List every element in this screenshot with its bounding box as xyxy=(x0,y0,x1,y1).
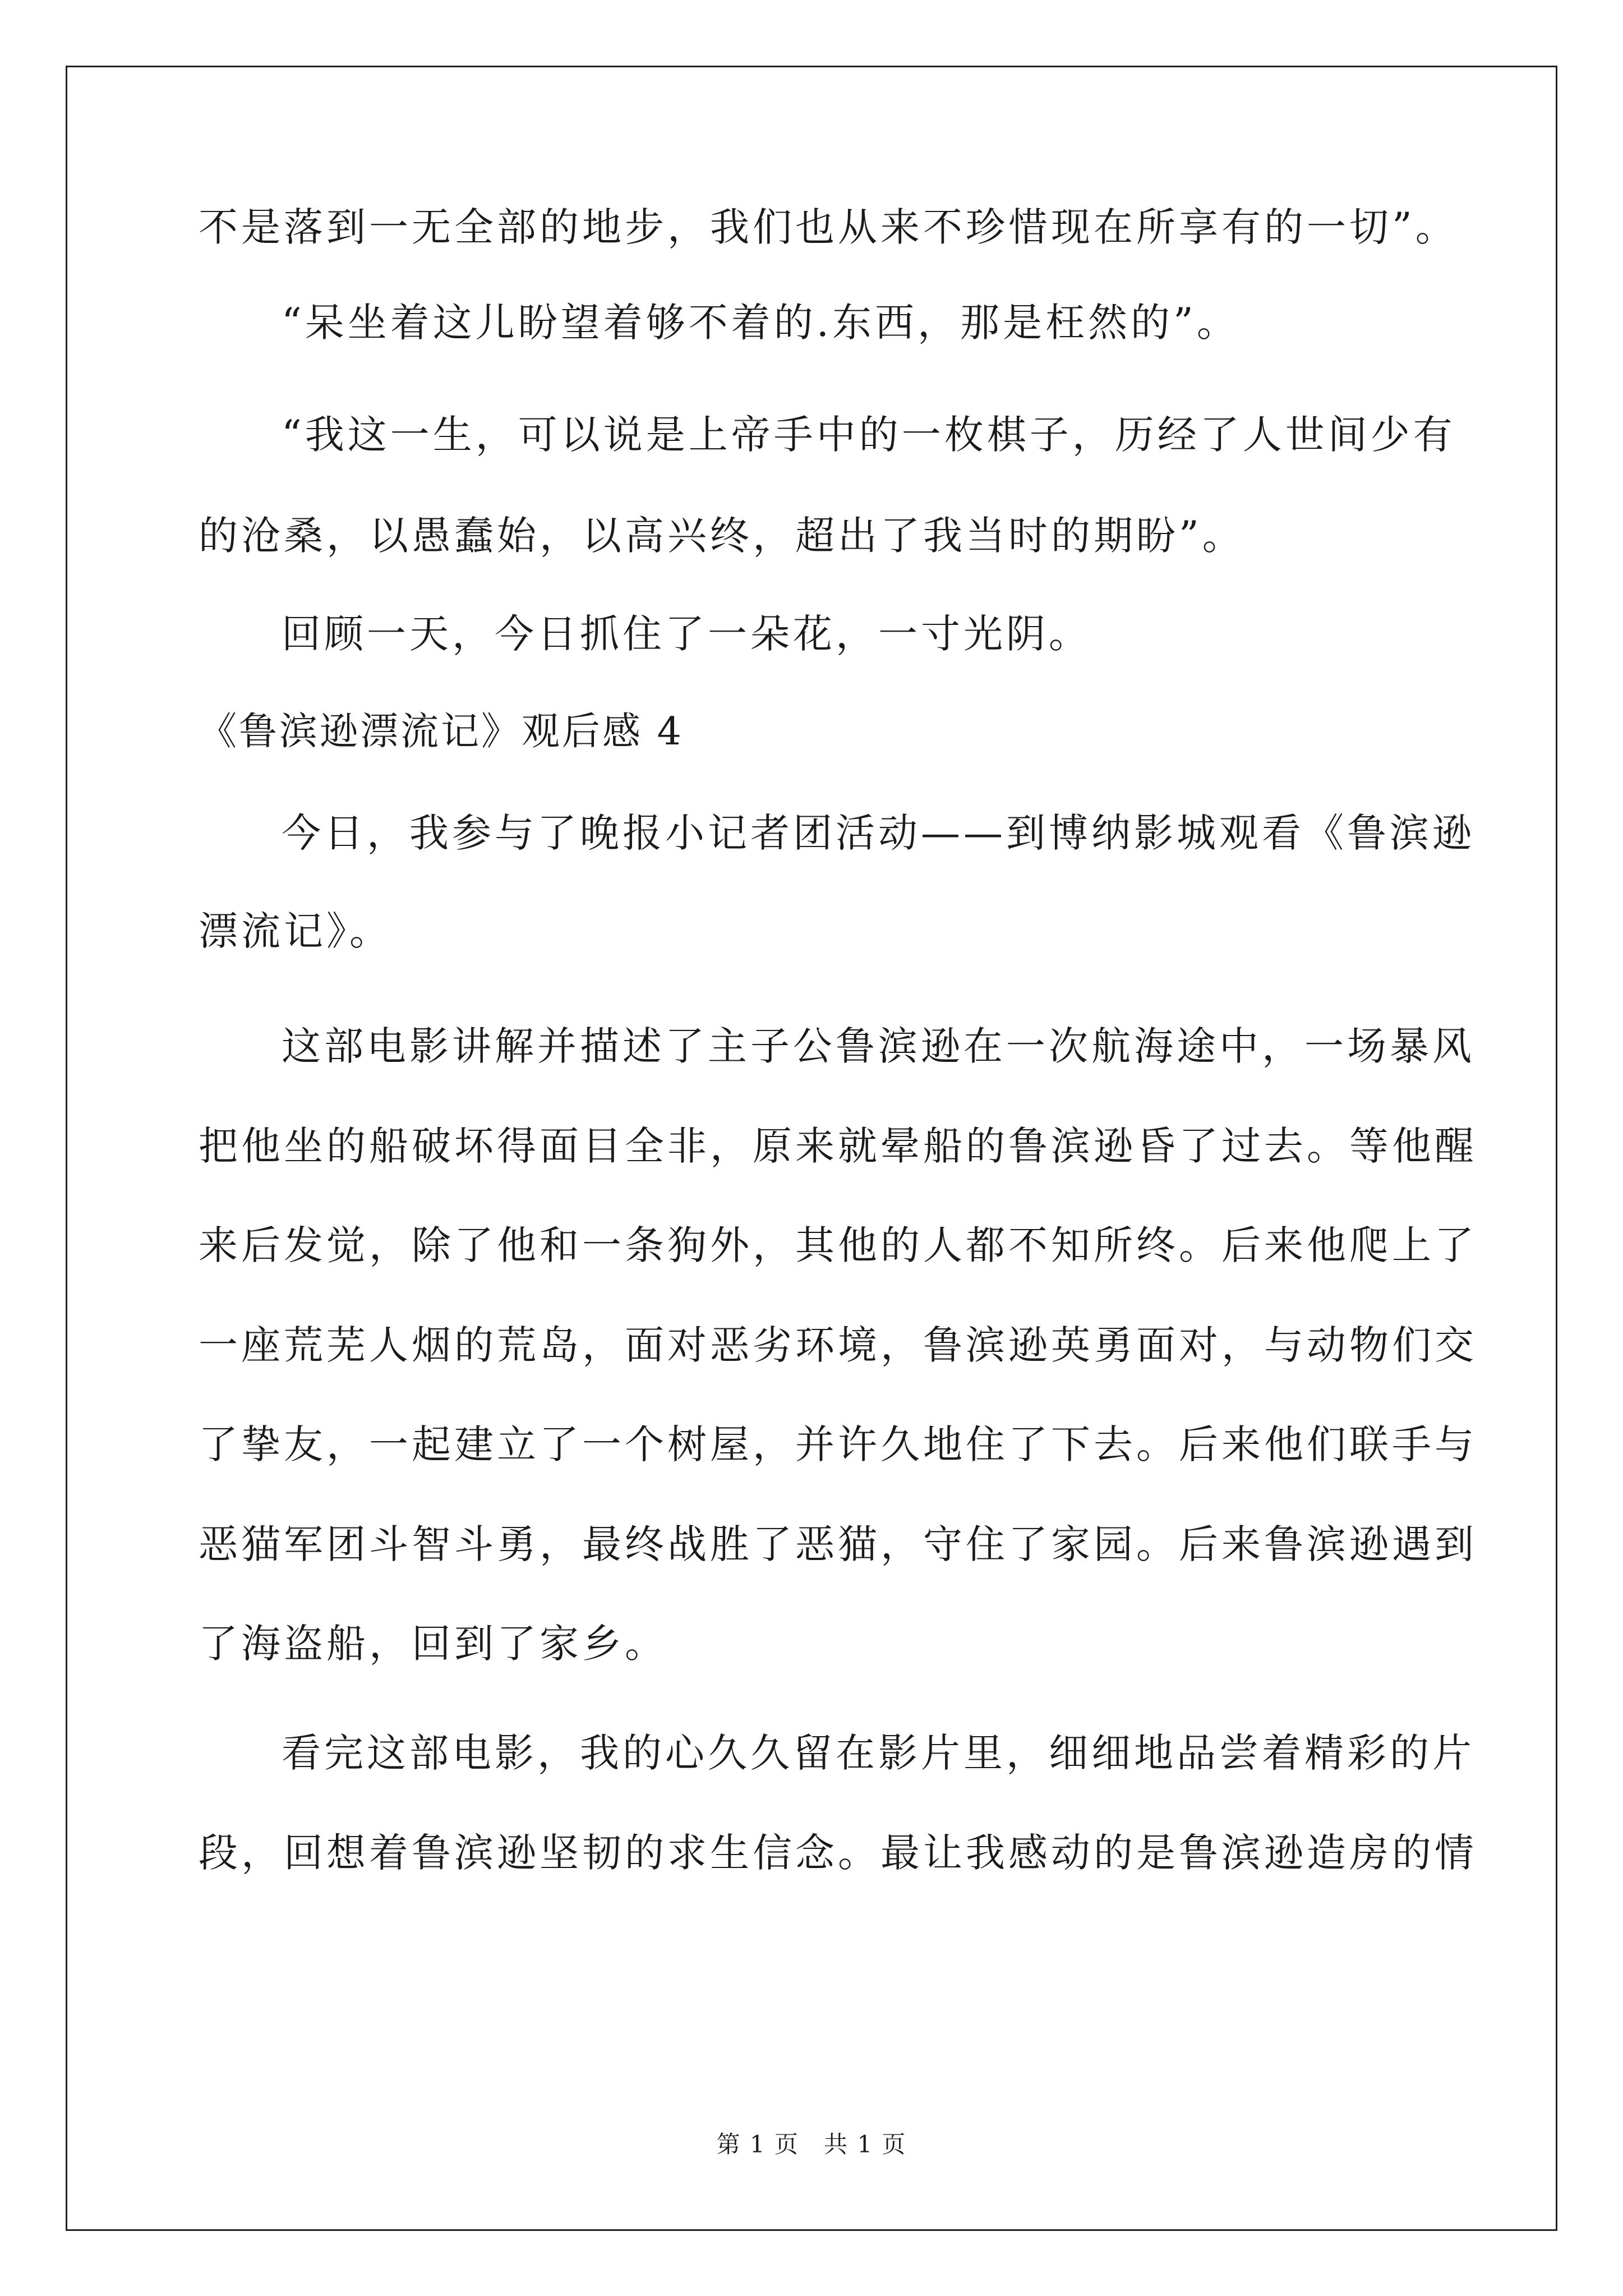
text-line: 今日，我参与了晚报小记者团活动——到博纳影城观看《鲁滨逊 xyxy=(282,810,1475,856)
text-line: 一座荒芜人烟的荒岛，面对恶劣环境，鲁滨逊英勇面对，与动物们交 xyxy=(199,1322,1477,1368)
quote-line: “我这一生，可以说是上帝手中的一枚棋子，历经了人世间少有 xyxy=(282,412,1456,458)
text-line: 这部电影讲解并描述了主子公鲁滨逊在一次航海途中，一场暴风 xyxy=(282,1023,1475,1069)
text-line: 漂流记》。 xyxy=(199,908,392,954)
quote-line: “呆坐着这儿盼望着够不着的.东西，那是枉然的”。 xyxy=(282,300,1239,346)
section-heading: 《鲁滨逊漂流记》观后感 4 xyxy=(199,710,684,754)
text-line: 把他坐的船破坏得面目全非，原来就晕船的鲁滨逊昏了过去。等他醒 xyxy=(199,1123,1477,1169)
text-line: 恶猫军团斗智斗勇，最终战胜了恶猫，守住了家园。后来鲁滨逊遇到 xyxy=(199,1521,1477,1567)
text-line: 的沧桑，以愚蠢始，以高兴终，超出了我当时的期盼”。 xyxy=(199,513,1245,559)
text-line: 看完这部电影，我的心久久留在影片里，细细地品尝着精彩的片 xyxy=(282,1730,1475,1776)
text-line: 不是落到一无全部的地步，我们也从来不珍惜现在所享有的一切”。 xyxy=(199,204,1458,250)
text-line: 回顾一天，今日抓住了一朵花，一寸光阴。 xyxy=(282,611,1091,657)
text-line: 段，回想着鲁滨逊坚韧的求生信念。最让我感动的是鲁滨逊造房的情 xyxy=(199,1830,1477,1876)
page-footer: 第 1 页 共 1 页 xyxy=(716,2131,907,2158)
text-line: 来后发觉，除了他和一条狗外，其他的人都不知所终。后来他爬上了 xyxy=(199,1222,1477,1268)
text-line: 了海盗船，回到了家乡。 xyxy=(199,1621,667,1667)
text-line: 了挚友，一起建立了一个树屋，并许久地住了下去。后来他们联手与 xyxy=(199,1421,1477,1467)
